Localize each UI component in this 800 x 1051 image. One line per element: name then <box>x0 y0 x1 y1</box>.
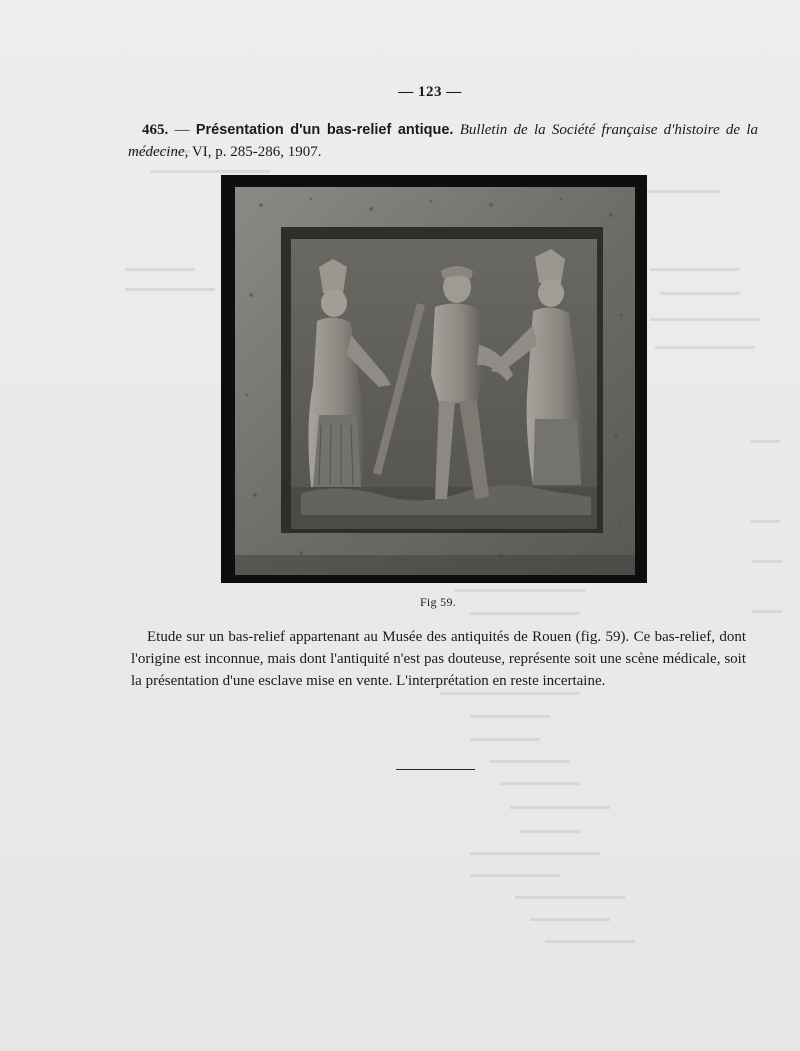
entry-journal: Bulletin de la Société française d'histoire de la médecine, <box>128 122 759 160</box>
bas-relief-photograph <box>221 175 647 583</box>
entry-details: VI, p. 285-286, 1907. <box>191 144 322 160</box>
entry-title: Présentation d'un bas-relief antique. <box>195 122 454 138</box>
bibliography-entry <box>128 119 758 163</box>
page-number: — 123 — <box>398 84 462 100</box>
entry-dash: — <box>174 122 190 138</box>
description-paragraph: Etude sur un bas-relief appartenant au Musée des antiquités de Rouen (fig. 59). Ce bas-relief, dont l'origine est inconnue, mais dont l'antiquité n'est pas douteuse, représente soit une scène médicale, soit la présentation d'une esclave mise en vente. L'interprétation en reste incertaine. <box>131 629 746 689</box>
figure-caption: Fig 59. <box>419 595 457 609</box>
section-divider <box>396 769 475 770</box>
bas-relief-image <box>221 175 647 583</box>
entry-number: 465. <box>142 122 169 138</box>
